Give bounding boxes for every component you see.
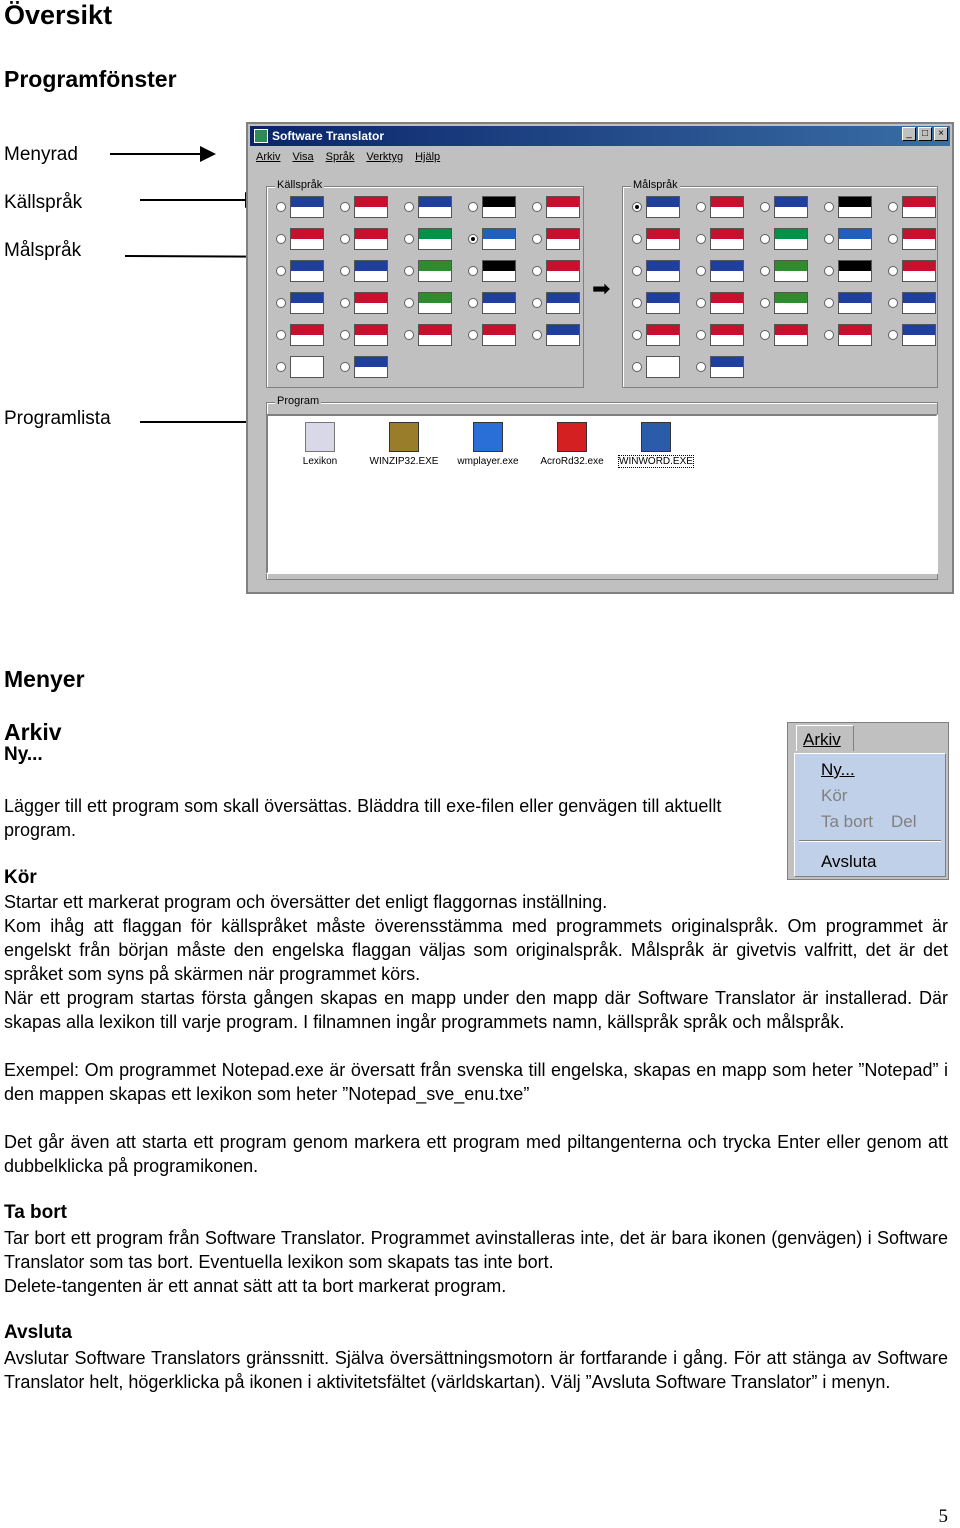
flag-icon[interactable] (482, 292, 516, 314)
app-window-screenshot (246, 122, 954, 594)
flag-icon[interactable] (482, 196, 516, 218)
language-radio[interactable] (532, 298, 542, 308)
program-item[interactable] (614, 422, 698, 467)
flag-icon[interactable] (774, 292, 808, 314)
language-radio[interactable] (824, 298, 834, 308)
menu-item-ny[interactable]: Ny... (821, 760, 855, 779)
flag-icon[interactable] (710, 292, 744, 314)
program-label: Lexikon (302, 456, 338, 467)
acrobat-icon (557, 422, 587, 452)
flag-icon[interactable] (354, 356, 388, 378)
flag-icon[interactable] (290, 324, 324, 346)
language-radio[interactable] (468, 298, 478, 308)
menu-arkiv[interactable]: Arkiv (256, 151, 281, 163)
menu-sprak[interactable]: Språk (325, 151, 355, 163)
flag-icon[interactable] (646, 260, 680, 282)
language-radio[interactable] (632, 330, 642, 340)
maximize-icon[interactable]: □ (918, 127, 932, 141)
flag-icon[interactable] (774, 196, 808, 218)
language-radio[interactable] (760, 266, 770, 276)
menu-item-tabort[interactable]: Ta bort (821, 812, 873, 831)
arrow-right-icon: ➡ (592, 276, 611, 301)
callout-menyrad: Menyrad (4, 144, 78, 165)
language-radio[interactable] (276, 330, 286, 340)
program-label: WINZIP32.EXE (369, 456, 439, 467)
flag-icon[interactable] (354, 260, 388, 282)
arrow-head-icon (200, 146, 216, 162)
flag-icon[interactable] (418, 228, 452, 250)
flag-icon[interactable] (482, 324, 516, 346)
flag-icon[interactable] (774, 228, 808, 250)
language-radio[interactable] (632, 298, 642, 308)
flag-icon[interactable] (710, 260, 744, 282)
flag-icon[interactable] (902, 324, 936, 346)
flag-icon[interactable] (482, 228, 516, 250)
flag-icon[interactable] (710, 196, 744, 218)
language-radio[interactable] (888, 298, 898, 308)
menu-verktyg[interactable]: Verktyg (366, 151, 404, 163)
flag-icon[interactable] (418, 292, 452, 314)
language-radio[interactable] (760, 298, 770, 308)
language-radio[interactable] (824, 330, 834, 340)
close-icon[interactable]: × (934, 127, 948, 141)
program-label: WINWORD.EXE (619, 456, 693, 467)
section-subtitle: Programfönster (4, 66, 177, 92)
flag-icon[interactable] (838, 292, 872, 314)
language-radio[interactable] (532, 202, 542, 212)
heading-arkiv: Arkiv (4, 719, 62, 745)
language-radio[interactable] (340, 362, 350, 372)
flag-icon[interactable] (418, 196, 452, 218)
callout-malsprak: Målspråk (4, 240, 82, 261)
paragraph: Exempel: Om programmet Notepad.exe är översatt från svenska till engelska, skapas en mapp som heter ”Notepad” i den mappen skapas ett lexikon som heter ”Notepad_sve_enu.txe” (4, 1060, 948, 1104)
heading-avsluta: Avsluta (4, 1322, 72, 1343)
language-radio[interactable] (696, 362, 706, 372)
language-radio[interactable] (888, 234, 898, 244)
flag-icon[interactable] (710, 324, 744, 346)
winzip-icon (389, 422, 419, 452)
program-item[interactable] (362, 422, 446, 467)
paragraph: Kom ihåg att flaggan för källspråket måste överensstämma med programmets originalspråk. Om programmet är engelskt från början måste den engelska flaggan väljas som originalspråk. Målspråk är givetvis valfritt, det är det språket som syns på skärmen när programmet körs. (4, 916, 948, 984)
flag-icon[interactable] (838, 324, 872, 346)
language-radio[interactable] (276, 234, 286, 244)
flag-icon[interactable] (290, 196, 324, 218)
paragraph: Lägger till ett program som skall översättas. Bläddra till exe-filen eller genvägen till aktuellt program. (4, 796, 722, 840)
language-radio[interactable] (760, 202, 770, 212)
callout-kallsprak: Källspråk (4, 192, 83, 213)
paragraph: Startar ett markerat program och översätter det enligt flaggornas inställning. (4, 892, 608, 912)
flag-icon[interactable] (546, 324, 580, 346)
flag-icon[interactable] (902, 260, 936, 282)
language-radio[interactable] (532, 234, 542, 244)
menu-item-avsluta[interactable]: Avsluta (821, 852, 877, 871)
window-title: Software Translator (272, 129, 385, 143)
program-label: wmplayer.exe (457, 456, 519, 467)
minimize-icon[interactable]: _ (902, 127, 916, 141)
callout-programlista: Programlista (4, 408, 111, 429)
window-titlebar (250, 126, 950, 146)
menu-item-kor[interactable]: Kör (821, 786, 848, 805)
flag-icon[interactable] (646, 228, 680, 250)
language-radio[interactable] (632, 202, 642, 212)
word-icon (641, 422, 671, 452)
language-radio[interactable] (276, 362, 286, 372)
language-radio[interactable] (696, 266, 706, 276)
flag-icon[interactable] (710, 228, 744, 250)
language-radio[interactable] (632, 362, 642, 372)
flag-icon[interactable] (546, 196, 580, 218)
paragraph: Tar bort ett program från Software Translator. Programmet avinstalleras inte, det är bara ikonen (genvägen) i Software Translator som tas bort. Eventuella lexikon som skapats tas inte bort. (4, 1228, 948, 1272)
flag-icon[interactable] (546, 292, 580, 314)
paragraph: När ett program startas första gången skapas en mapp under den mapp där Software Translator är installerad. Där skapas alla lexikon till varje program. I filnamnen ingår programmets namn, källspråk språk och målspråk. (4, 988, 948, 1032)
language-radio[interactable] (276, 202, 286, 212)
flag-icon[interactable] (354, 324, 388, 346)
book-icon (305, 422, 335, 452)
flag-icon[interactable] (838, 228, 872, 250)
flag-icon[interactable] (546, 228, 580, 250)
language-radio[interactable] (340, 298, 350, 308)
language-radio[interactable] (632, 234, 642, 244)
menubar (250, 148, 950, 166)
heading-tabort: Ta bort (4, 1202, 67, 1223)
flag-icon[interactable] (710, 356, 744, 378)
flag-icon[interactable] (290, 356, 324, 378)
language-radio[interactable] (340, 234, 350, 244)
program-label: AcroRd32.exe (540, 456, 604, 467)
flag-icon[interactable] (646, 196, 680, 218)
page-title: Översikt (4, 0, 113, 30)
flag-icon[interactable] (290, 228, 324, 250)
program-list[interactable] (266, 414, 938, 574)
language-radio[interactable] (532, 266, 542, 276)
flag-icon[interactable] (646, 324, 680, 346)
menu-item-shortcut: Del (891, 812, 917, 831)
page-number: 5 (938, 1506, 948, 1527)
heading-ny: Ny... (4, 744, 43, 765)
language-radio[interactable] (404, 234, 414, 244)
language-radio[interactable] (888, 330, 898, 340)
menu-hjalp[interactable]: Hjälp (415, 151, 441, 163)
flag-icon[interactable] (290, 260, 324, 282)
paragraph: Delete-tangenten är ett annat sätt att ta bort markerat program. (4, 1276, 507, 1296)
language-radio[interactable] (468, 330, 478, 340)
heading-menyer: Menyer (4, 666, 85, 692)
language-radio[interactable] (696, 330, 706, 340)
language-radio[interactable] (696, 202, 706, 212)
menu-separator (799, 840, 941, 842)
program-item[interactable] (278, 422, 362, 467)
flag-icon[interactable] (646, 356, 680, 378)
flag-icon[interactable] (418, 260, 452, 282)
flag-icon[interactable] (838, 196, 872, 218)
group-label: Källspråk (277, 179, 323, 191)
language-radio[interactable] (404, 202, 414, 212)
heading-kor: Kör (4, 867, 37, 888)
flag-icon[interactable] (774, 324, 808, 346)
flag-icon[interactable] (838, 260, 872, 282)
language-radio[interactable] (276, 298, 286, 308)
language-radio[interactable] (340, 266, 350, 276)
language-radio[interactable] (404, 266, 414, 276)
media-player-icon (473, 422, 503, 452)
paragraph: Det går även att starta ett program genom markera ett program med piltangenterna och trycka Enter eller genom att dubbelklicka på programikonen. (4, 1132, 948, 1176)
paragraph: Avslutar Software Translators gränssnitt. Själva översättningsmotorn är fortfarande i gång. För att stänga av Software Translator helt, högerklicka på ikonen i aktivitetsfältet (världskartan). Välj ”Avsluta Software Translator” i menyn. (4, 1348, 948, 1392)
arrow-line (140, 421, 248, 423)
language-radio[interactable] (824, 266, 834, 276)
flag-icon[interactable] (902, 196, 936, 218)
language-radio[interactable] (696, 234, 706, 244)
language-radio[interactable] (760, 234, 770, 244)
language-radio[interactable] (340, 330, 350, 340)
language-radio[interactable] (404, 298, 414, 308)
flag-icon[interactable] (546, 260, 580, 282)
arrow-line (110, 153, 200, 155)
language-radio[interactable] (468, 202, 478, 212)
flag-icon[interactable] (482, 260, 516, 282)
flag-icon[interactable] (774, 260, 808, 282)
app-icon (254, 129, 268, 143)
flag-icon[interactable] (290, 292, 324, 314)
language-radio[interactable] (824, 202, 834, 212)
language-radio[interactable] (632, 266, 642, 276)
menu-tab-arkiv[interactable]: Arkiv (796, 725, 854, 751)
flag-icon[interactable] (354, 196, 388, 218)
flag-icon[interactable] (902, 228, 936, 250)
language-radio[interactable] (760, 330, 770, 340)
language-radio[interactable] (404, 330, 414, 340)
program-item[interactable] (530, 422, 614, 467)
program-item[interactable] (446, 422, 530, 467)
language-radio[interactable] (696, 298, 706, 308)
language-radio[interactable] (340, 202, 350, 212)
language-radio[interactable] (468, 266, 478, 276)
language-radio[interactable] (276, 266, 286, 276)
language-radio[interactable] (532, 330, 542, 340)
flag-icon[interactable] (354, 292, 388, 314)
arkiv-menu-screenshot (787, 722, 949, 880)
flag-icon[interactable] (902, 292, 936, 314)
language-radio[interactable] (888, 266, 898, 276)
group-label: Målspråk (633, 179, 678, 191)
group-label: Program (277, 395, 320, 407)
flag-icon[interactable] (418, 324, 452, 346)
language-radio[interactable] (888, 202, 898, 212)
arrow-line (140, 199, 245, 201)
flag-icon[interactable] (646, 292, 680, 314)
flag-icon[interactable] (354, 228, 388, 250)
menu-dropdown (794, 753, 946, 877)
language-radio[interactable] (468, 234, 478, 244)
menu-visa[interactable]: Visa (292, 151, 314, 163)
language-radio[interactable] (824, 234, 834, 244)
